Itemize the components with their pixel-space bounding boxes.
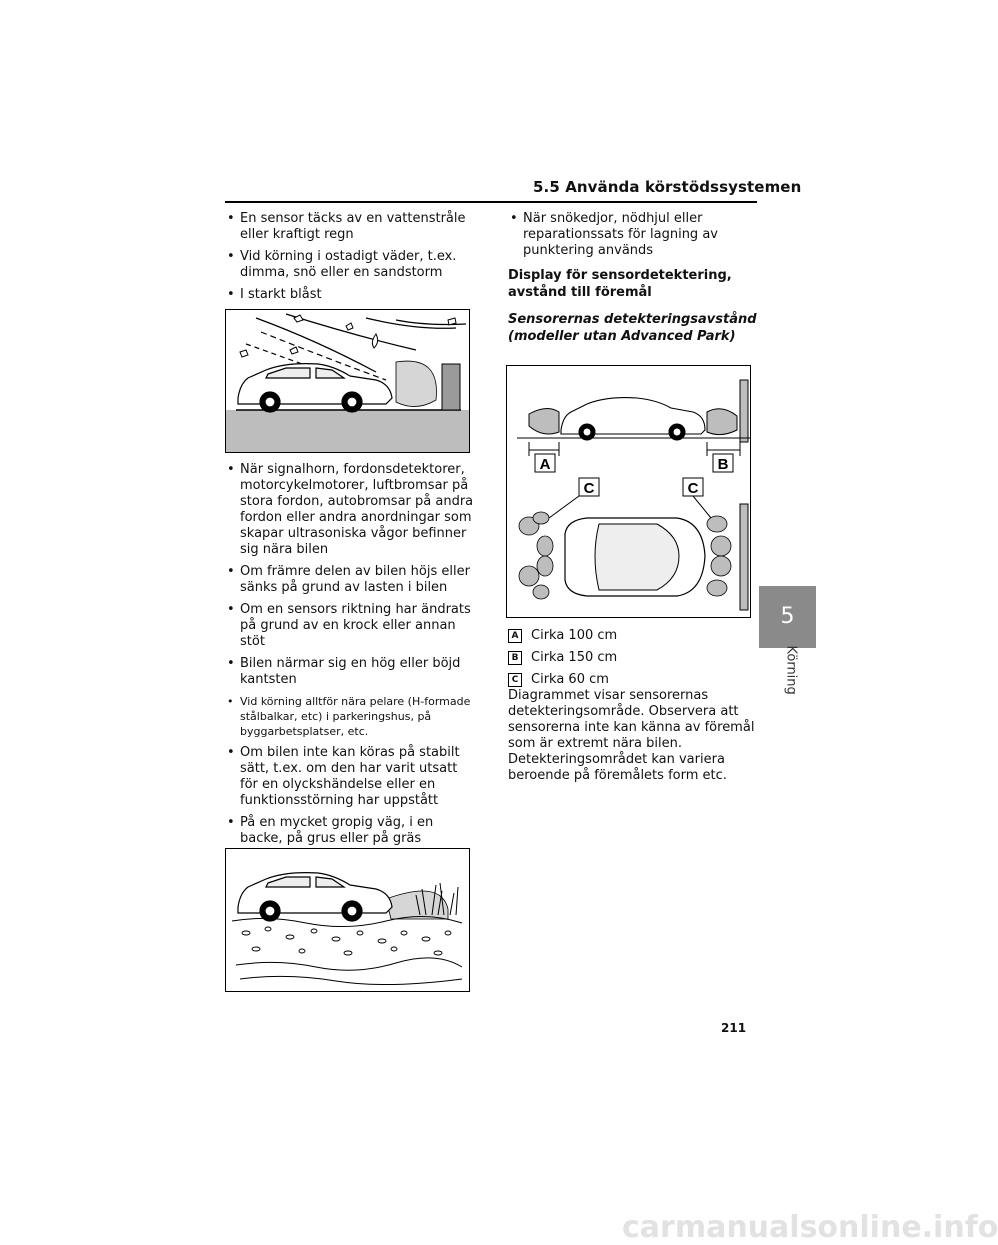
legend-key: B [508, 651, 522, 665]
list-item: • Bilen närmar sig en hög eller böjd kantsten [225, 656, 475, 688]
left-column-mid [225, 462, 475, 853]
list-item: • Om bilen inte kan köras på stabilt sätt, t.ex. om den har varit utsatt för en olyckshändelse eller en funktionsstörning har uppstått [225, 745, 475, 809]
section-header: 5.5 Använda körstödssystemen [533, 178, 802, 196]
figure-sensor-range-diagram [506, 365, 751, 618]
diagram-legend [508, 628, 758, 790]
page-number: 211 [721, 1021, 747, 1035]
figure-wind-illustration [225, 309, 470, 453]
list-item: • På en mycket gropig väg, i en backe, på grus eller på gräs [225, 815, 475, 847]
legend-item [508, 672, 758, 784]
legend-text: Cirka 150 cm [531, 650, 618, 665]
rough-road-car-illustration [226, 849, 469, 991]
legend-key: A [508, 629, 522, 643]
chapter-tab-label [775, 645, 801, 738]
list-item: • När snökedjor, nödhjul eller reparationssats för lagning av punktering används [508, 211, 758, 259]
chapter-tab[interactable]: 5 [759, 586, 816, 648]
list-item: • I starkt blåst [225, 287, 475, 303]
label-a: A [539, 456, 551, 473]
left-column-top [225, 211, 475, 309]
legend-note: Diagrammet visar sensorernas detekteringsområde. Observera att sensorerna inte kan känna av föremål som är extremt nära bilen. Detekteringsområdet kan variera beroende på föremålets form etc. [508, 688, 755, 783]
list-item: • Om en sensors riktning har ändrats på grund av en krock eller annan stöt [225, 602, 475, 650]
legend-text: Cirka 60 cm [531, 672, 609, 687]
header-rule [225, 201, 757, 203]
right-column [508, 211, 758, 355]
list-item: • Vid körning alltför nära pelare (H-formade stålbalkar, etc) i parkeringshus, på byggarbetsplatser, etc. [225, 694, 475, 739]
list-item: • Vid körning i ostadigt väder, t.ex. dimma, snö eller en sandstorm [225, 249, 475, 281]
label-c-left: C [583, 480, 595, 497]
list-item: • När signalhorn, fordonsdetektorer, motorcykelmotorer, luftbromsar på stora fordon, autobromsar på andra fordon eller andra anordningar som skapar ultrasoniska vågor befinner sig nära bilen [225, 462, 475, 558]
watermark: carmanualsonline.info [622, 1210, 998, 1245]
figure-rough-road-illustration [225, 848, 470, 992]
list-item: • Om främre delen av bilen höjs eller sänks på grund av lasten i bilen [225, 564, 475, 596]
legend-key: C [508, 673, 522, 687]
label-b: B [717, 456, 729, 473]
legend-text: Cirka 100 cm [531, 628, 618, 643]
section-subheading: Display för sensordetektering, avstånd till föremål [508, 268, 732, 300]
section-subheading-italic: Sensorernas detekteringsavstånd (modeller utan Advanced Park) [508, 312, 757, 344]
sensor-range-diagram [507, 366, 750, 617]
chapter-label-text: Körning [783, 645, 799, 695]
label-c-right: C [687, 480, 699, 497]
wind-car-illustration [226, 310, 469, 452]
legend-item [508, 628, 758, 644]
list-item: • En sensor täcks av en vattenstråle eller kraftigt regn [225, 211, 475, 243]
legend-item [508, 650, 758, 666]
